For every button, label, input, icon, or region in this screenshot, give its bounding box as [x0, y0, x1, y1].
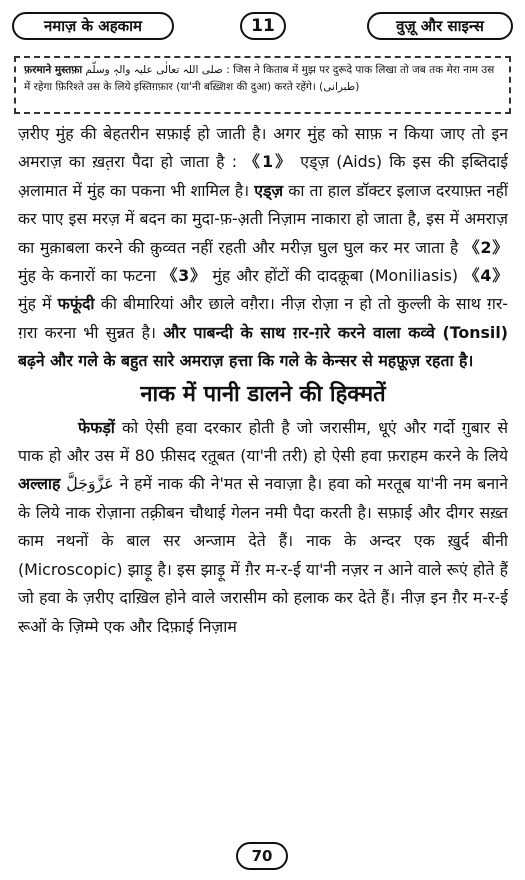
notice-text: : जिस ने किताब में मुझ पर दुरूदे पाक लिखा तो जब तक मेरा नाम उस में रहेगा फ़िरिश्ते उस के लिये इस्तिग़फ़ार (या'नी बख़्शिश की दुआ) करते रहेंगे। — [24, 64, 495, 93]
paragraph-text: ने हमें नाक की ने'मत से नवाज़ा है। हवा को मरतूब या'नी नम बनाने के लिये नाक रोज़ाना तक़्रीबन चौथाई गेलन नमी पैदा करती है। सफ़ाई और दीगर सख़्त काम नथनों के बाल सर अन्जाम देते हैं। नाक के अन्दर एक ख़ुर्द बीनी (Microscopic) झाड़ू है। इस झाड़ू में ग़ैर म-र-ई या'नी नज़र न आने वाले रूएं होते हैं जो हवा के ज़रीए दाख़िल होने वाले जरासीम को हलाक कर देते हैं। नीज़ इन ग़ैर म-र-ई रूओं के ज़िम्मे एक और दिफ़ाई निज़ाम — [18, 474, 508, 636]
paragraph-text: मुंह के कनारों का फटना — [18, 266, 162, 286]
hadith-notice — [14, 56, 511, 114]
book-title: नमाज़ के अहकाम — [12, 12, 174, 40]
paragraph-text: की बीमारियां और छाले वग़ैरा। नीज़ रोज़ा न हो तो कुल्ली के साथ ग़र-ग़रा करना भी सुन्नत है। — [18, 294, 508, 342]
emphasis-text: एड्ज़ — [254, 180, 284, 200]
paragraph-text: ज़रीए मुंह की बेहतरीन सफ़ाई हो जाती है। अगर मुंह को साफ़ न किया जाए तो इन अमराज़ का ख़त़रा पैदा हो जाता है : — [18, 124, 508, 172]
honorific-text: عَزَّوَجَلَّ — [66, 474, 114, 494]
paragraph-oral-hygiene — [18, 120, 508, 376]
page-number: 70 — [236, 842, 288, 870]
section-heading: नाक में पानी डालने की हिक्मतें — [140, 381, 386, 407]
notice-honorific: صلی اللہ تعالٰی علیہ والہٖ وسلّم — [85, 64, 223, 76]
list-marker: 《3》 — [161, 266, 207, 286]
paragraph-text: का ता हाल डॉक्टर इलाज दरयाफ़्त नहीं कर पाए इस मरज़ में बदन का मुदा-फ़-अ़ती निज़ाम नाकारा हो जाता है, इस में अमराज़ का मुक़ाबला करने की क़ुव्वत नहीं रहती और मरीज़ घुल घुल कर मर जाता है — [18, 180, 508, 257]
emphasis-text: और पाबन्दी के साथ ग़र-ग़रे करने वाला कव्वे (Tonsil) बढ़ने और गले के बहुत सारे अमराज़ हत्ता कि गले के केन्सर से महफ़ूज़ रहता है। — [18, 322, 508, 371]
paragraph-nose-wisdom — [18, 414, 508, 641]
notice-source: (طبرانی) — [319, 81, 360, 93]
notice-label: फ़रमाने मुस्तफ़ा — [24, 64, 83, 76]
emphasis-text: फफूंदी — [57, 294, 95, 314]
paragraph-text: मुंह में — [18, 294, 58, 314]
page-header — [8, 8, 517, 44]
chapter-page-number: 11 — [240, 12, 286, 40]
paragraph-text: मुंह और होंटों की दादक़ूबा (Moniliasis) — [206, 266, 464, 286]
paragraph-text: एड्ज़ (Aids) कि इस की इब्तिदाई अ़लामात में मुंह का पकना भी शामिल है। — [18, 152, 508, 200]
emphasis-text: अल्लाह — [18, 474, 61, 494]
page-body — [18, 120, 508, 820]
list-marker: 《2》 — [464, 237, 508, 257]
list-marker: 《1》 — [244, 152, 294, 172]
list-marker: 《4》 — [463, 266, 508, 286]
chapter-title: वुज़ू और साइन्स — [367, 12, 513, 40]
paragraph-text: को ऐसी हवा दरकार होती है जो जरासीम, धूएं और गर्दो ग़ुबार से पाक हो और उस में 80 फ़ीसद रत़ूबत (या'नी तरी) हो ऐसी हवा फ़राहम करने के लिये — [18, 417, 508, 466]
emphasis-text: फेफड़ों — [78, 417, 115, 437]
